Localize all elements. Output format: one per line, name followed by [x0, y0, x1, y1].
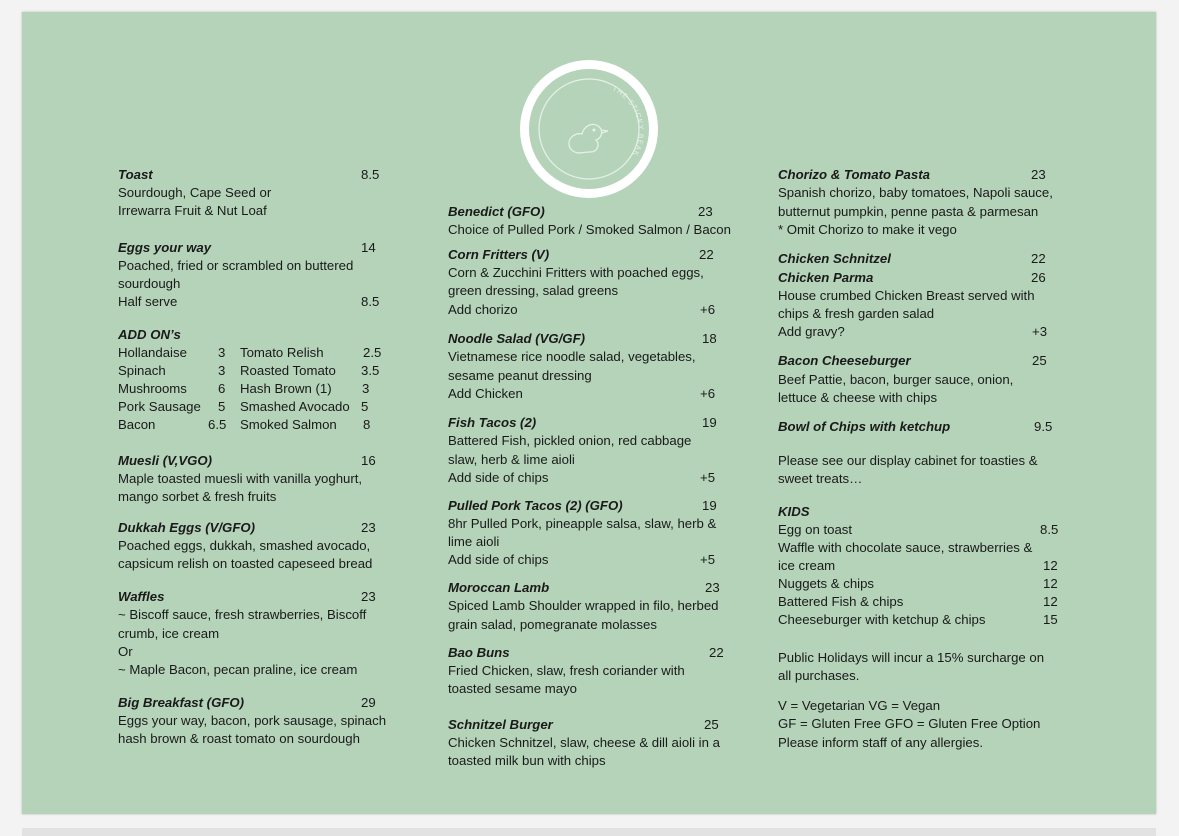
- cheeseburger-name: Bacon Cheeseburger: [778, 353, 911, 368]
- dukkah-desc-1: Poached eggs, dukkah, smashed avocado,: [118, 538, 371, 553]
- fritters-price: 22: [699, 247, 714, 262]
- kids-item-6-price: 15: [1043, 612, 1058, 627]
- bao-desc-2: toasted sesame mayo: [448, 681, 578, 696]
- kids-item-3-price: 12: [1043, 558, 1058, 573]
- porktacos-name: Pulled Pork Tacos (2) (GFO): [448, 498, 623, 513]
- kids-item-4-price: 12: [1043, 576, 1058, 591]
- porktacos-desc-1: 8hr Pulled Pork, pineapple salsa, slaw, herb &: [448, 516, 717, 531]
- chips-price: 9.5: [1034, 419, 1053, 434]
- cheeseburger-desc-1: Beef Pattie, bacon, burger sauce, onion,: [778, 372, 1014, 387]
- toast-name: Toast: [118, 167, 153, 182]
- eggs-price: 14: [361, 240, 376, 255]
- noodle-add-price: +6: [700, 386, 716, 401]
- porktacos-desc-2: lime aioli: [448, 534, 500, 549]
- addon-1-price: 3: [218, 345, 226, 360]
- addon-3-name: Spinach: [118, 363, 166, 378]
- noodle-add-label: Add Chicken: [448, 386, 523, 401]
- waffles-desc-2: crumb, ice cream: [118, 626, 220, 641]
- surcharge-note-1: Public Holidays will incur a 15% surcharge on: [778, 650, 1045, 665]
- parma-desc-1: House crumbed Chicken Breast served with: [778, 288, 1035, 303]
- kids-item-2: Waffle with chocolate sauce, strawberries &: [778, 540, 1033, 555]
- waffles-name: Waffles: [118, 589, 165, 604]
- lamb-price: 23: [705, 580, 720, 595]
- kids-item-3: ice cream: [778, 558, 836, 573]
- cabinet-note-2: sweet treats…: [778, 471, 863, 486]
- addon-7-name: Pork Sausage: [118, 399, 201, 414]
- porktacos-price: 19: [702, 498, 717, 513]
- pasta-desc-3: * Omit Chorizo to make it vego: [778, 222, 957, 237]
- eggs-desc-2: sourdough: [118, 276, 181, 291]
- addon-6-name: Hash Brown (1): [240, 381, 332, 396]
- porktacos-add-price: +5: [700, 552, 716, 567]
- addon-9-price: 6.5: [208, 417, 227, 432]
- toast-desc-2: Irrewarra Fruit & Nut Loaf: [118, 203, 267, 218]
- addon-4-price: 3.5: [361, 363, 380, 378]
- addon-7-price: 5: [218, 399, 226, 414]
- dukkah-desc-2: capsicum relish on toasted capeseed bread: [118, 556, 373, 571]
- benedict-price: 23: [698, 204, 713, 219]
- addon-4-name: Roasted Tomato: [240, 363, 336, 378]
- schnitzel-price: 22: [1031, 251, 1046, 266]
- schnitzelburger-desc-1: Chicken Schnitzel, slaw, cheese & dill aioli in a: [448, 735, 720, 750]
- fishtacos-desc-1: Battered Fish, pickled onion, red cabbage: [448, 433, 692, 448]
- cheeseburger-desc-2: lettuce & cheese with chips: [778, 390, 938, 405]
- lamb-name: Moroccan Lamb: [448, 580, 550, 595]
- logo-text: THE STICKY BEAK: [611, 85, 644, 158]
- fishtacos-add-label: Add side of chips: [448, 470, 549, 485]
- fishtacos-desc-2: slaw, herb & lime aioli: [448, 452, 575, 467]
- legend-2: GF = Gluten Free GFO = Gluten Free Option: [778, 716, 1041, 731]
- parma-price: 26: [1031, 270, 1046, 285]
- addon-1-name: Hollandaise: [118, 345, 187, 360]
- bigbreakfast-desc-1: Eggs your way, bacon, pork sausage, spinach: [118, 713, 387, 728]
- kids-item-5: Battered Fish & chips: [778, 594, 904, 609]
- bao-desc-1: Fried Chicken, slaw, fresh coriander with: [448, 663, 685, 678]
- muesli-price: 16: [361, 453, 376, 468]
- kids-title: KIDS: [778, 504, 810, 519]
- pasta-desc-1: Spanish chorizo, baby tomatoes, Napoli sauce,: [778, 185, 1053, 200]
- next-page-edge: [22, 828, 1156, 836]
- fishtacos-name: Fish Tacos (2): [448, 415, 537, 430]
- fishtacos-add-price: +5: [700, 470, 716, 485]
- noodle-desc-2: sesame peanut dressing: [448, 368, 592, 383]
- lamb-desc-2: grain salad, pomegranate molasses: [448, 617, 657, 632]
- waffles-price: 23: [361, 589, 376, 604]
- addon-6-price: 3: [362, 381, 370, 396]
- schnitzelburger-name: Schnitzel Burger: [448, 717, 553, 732]
- muesli-desc-1: Maple toasted muesli with vanilla yoghurt,: [118, 471, 363, 486]
- schnitzel-name: Chicken Schnitzel: [778, 251, 891, 266]
- waffles-desc-4: ~ Maple Bacon, pecan praline, ice cream: [118, 662, 358, 677]
- addons-title: ADD ON’s: [118, 327, 181, 342]
- bird-icon: [520, 60, 658, 198]
- bigbreakfast-desc-2: hash brown & roast tomato on sourdough: [118, 731, 360, 746]
- eggs-desc-1: Poached, fried or scrambled on buttered: [118, 258, 354, 273]
- chips-name: Bowl of Chips with ketchup: [778, 419, 951, 434]
- lamb-desc-1: Spiced Lamb Shoulder wrapped in filo, herbed: [448, 598, 719, 613]
- noodle-price: 18: [702, 331, 717, 346]
- benedict-desc-1: Choice of Pulled Pork / Smoked Salmon / Bacon: [448, 222, 731, 237]
- fritters-add-price: +6: [700, 302, 716, 317]
- fishtacos-price: 19: [702, 415, 717, 430]
- schnitzelburger-price: 25: [704, 717, 719, 732]
- bao-price: 22: [709, 645, 724, 660]
- fritters-name: Corn Fritters (V): [448, 247, 550, 262]
- addon-3-price: 3: [218, 363, 226, 378]
- surcharge-note-2: all purchases.: [778, 668, 860, 683]
- fritters-add-label: Add chorizo: [448, 302, 518, 317]
- menu-sheet: [22, 12, 1156, 814]
- parma-desc-2: chips & fresh garden salad: [778, 306, 935, 321]
- addon-8-name: Smashed Avocado: [240, 399, 350, 414]
- fritters-desc-2: green dressing, salad greens: [448, 283, 619, 298]
- muesli-desc-2: mango sorbet & fresh fruits: [118, 489, 277, 504]
- parma-name: Chicken Parma: [778, 270, 874, 285]
- porktacos-add-label: Add side of chips: [448, 552, 549, 567]
- addon-5-name: Mushrooms: [118, 381, 187, 396]
- pasta-price: 23: [1031, 167, 1046, 182]
- legend-1: V = Vegetarian VG = Vegan: [778, 698, 941, 713]
- cabinet-note-1: Please see our display cabinet for toasties &: [778, 453, 1038, 468]
- bigbreakfast-name: Big Breakfast (GFO): [118, 695, 245, 710]
- dukkah-price: 23: [361, 520, 376, 535]
- noodle-name: Noodle Salad (VG/GF): [448, 331, 586, 346]
- toast-price: 8.5: [361, 167, 380, 182]
- addon-2-price: 2.5: [363, 345, 382, 360]
- pasta-desc-2: butternut pumpkin, penne pasta & parmesan: [778, 204, 1039, 219]
- addon-10-price: 8: [363, 417, 371, 432]
- legend-3: Please inform staff of any allergies.: [778, 735, 983, 750]
- pasta-name: Chorizo & Tomato Pasta: [778, 167, 930, 182]
- bao-name: Bao Buns: [448, 645, 510, 660]
- noodle-desc-1: Vietnamese rice noodle salad, vegetables,: [448, 349, 696, 364]
- eggs-half-label: Half serve: [118, 294, 178, 309]
- fritters-desc-1: Corn & Zucchini Fritters with poached eggs,: [448, 265, 704, 280]
- schnitzelburger-desc-2: toasted milk bun with chips: [448, 753, 606, 768]
- muesli-name: Muesli (V,VGO): [118, 453, 213, 468]
- benedict-name: Benedict (GFO): [448, 204, 545, 219]
- addon-8-price: 5: [361, 399, 369, 414]
- cheeseburger-price: 25: [1032, 353, 1047, 368]
- kids-item-4: Nuggets & chips: [778, 576, 875, 591]
- kids-item-5-price: 12: [1043, 594, 1058, 609]
- eggs-name: Eggs your way: [118, 240, 212, 255]
- bigbreakfast-price: 29: [361, 695, 376, 710]
- parma-add-label: Add gravy?: [778, 324, 845, 339]
- kids-item-1: Egg on toast: [778, 522, 853, 537]
- eggs-half-price: 8.5: [361, 294, 380, 309]
- dukkah-name: Dukkah Eggs (V/GFO): [118, 520, 256, 535]
- toast-desc-1: Sourdough, Cape Seed or: [118, 185, 272, 200]
- waffles-desc-3: Or: [118, 644, 133, 659]
- addon-9-name: Bacon: [118, 417, 156, 432]
- addon-5-price: 6: [218, 381, 226, 396]
- logo: [520, 60, 658, 198]
- waffles-desc-1: ~ Biscoff sauce, fresh strawberries, Biscoff: [118, 607, 367, 622]
- addon-10-name: Smoked Salmon: [240, 417, 337, 432]
- kids-item-6: Cheeseburger with ketchup & chips: [778, 612, 986, 627]
- kids-item-1-price: 8.5: [1040, 522, 1059, 537]
- addon-2-name: Tomato Relish: [240, 345, 324, 360]
- parma-add-price: +3: [1032, 324, 1048, 339]
